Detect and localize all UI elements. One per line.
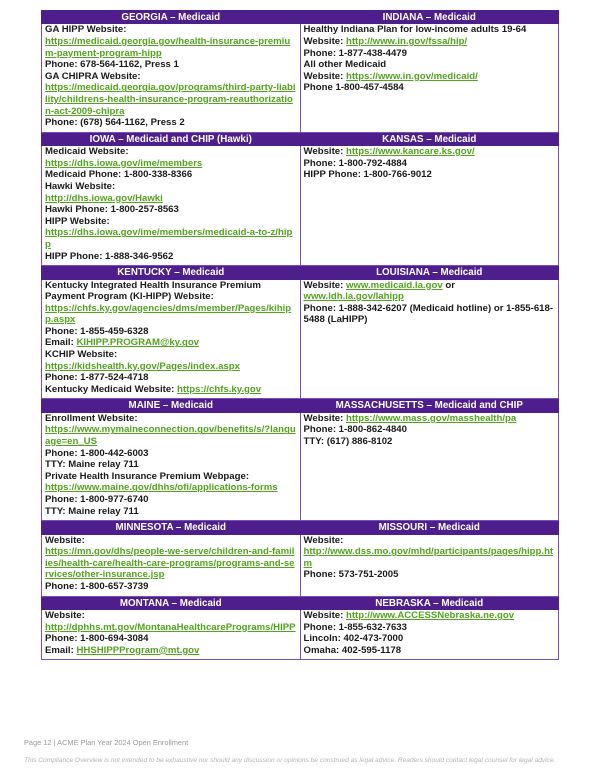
state-body-row [42,534,559,596]
info-line: GA CHIPRA Website: [45,70,141,82]
info-line [45,36,297,59]
state-header-row [42,596,559,609]
info-line: Medicaid Phone: 1-800-338-8366 [45,169,193,181]
website-link[interactable]: http://www.ACCESSNebraska.ne.gov [345,609,515,621]
info-line [304,546,556,569]
info-line [45,337,297,349]
state-header-kentucky: KENTUCKY – Medicaid [42,266,301,279]
state-info-kentucky [42,279,301,399]
info-line: Phone: 573-751-2005 [303,569,399,581]
info-label: Email: [45,337,77,349]
state-body-row [42,279,559,399]
info-line: GA HIPP Website: [45,24,127,36]
state-info-iowa [42,146,301,266]
info-line [45,361,297,373]
info-line: Website: [45,534,85,546]
state-info-nebraska [300,609,559,659]
info-line: Healthy Indiana Plan for low-income adults 19-64 [303,24,527,36]
info-line [45,303,297,326]
info-line: Medicaid Website: [45,146,129,158]
info-line: Phone: 1-800-862-4840 [303,424,407,436]
website-link[interactable]: www.ldh.la.gov/lahipp [303,291,404,303]
info-line [45,622,297,634]
info-line: Phone: 678-564-1162, Press 1 [45,59,179,71]
state-body-row [42,609,559,659]
website-link[interactable]: https://www.kancare.ks.gov/ [345,146,475,158]
info-line: HIPP Phone: 1-800-766-9012 [303,169,432,181]
info-line [304,280,556,292]
info-line [45,546,297,581]
state-info-minnesota [42,534,301,596]
state-header-row [42,399,559,412]
info-line [304,291,556,303]
state-header-row [42,132,559,145]
info-label: Website: [303,146,346,158]
website-link[interactable]: http://dhs.iowa.gov/Hawki [45,192,163,204]
state-info-maine [42,412,301,520]
website-link[interactable]: https://mn.gov/dhs/people-we-serve/children-and-families/health-care/health-care-programs/programs-and-services/other-insurance.jsp [45,546,295,581]
state-body-row [42,146,559,266]
info-line: Hawki Website: [45,180,116,192]
info-line [45,645,297,657]
state-info-indiana [300,24,559,132]
website-link[interactable]: http://www.in.gov/fssa/hip/ [345,36,468,47]
info-line: Phone 1-800-457-4584 [303,82,404,94]
info-suffix: or [442,279,455,291]
info-line: Hawki Phone: 1-800-257-8563 [45,204,179,216]
state-header-montana: MONTANA – Medicaid [42,596,301,609]
info-label: Website: [303,279,346,291]
info-line [45,158,297,170]
email-link[interactable]: KIHIPP.PROGRAM@ky.gov [76,337,200,349]
website-link[interactable]: https://medicaid.georgia.gov/programs/third-party-liability/childrens-health-insurance-program-reauthorization-act-2009-chipra [45,82,296,117]
info-line: Phone: 1-800-977-6740 [45,494,149,505]
info-line: Website: [303,534,344,546]
info-line: TTY: (617) 886-8102 [303,436,393,448]
state-info-louisiana [300,279,559,399]
website-link[interactable]: https://www.in.gov/medicaid/ [345,70,478,82]
info-label: Website: [303,412,346,424]
state-info-missouri [300,534,559,596]
state-header-row [42,266,559,279]
state-header-missouri: MISSOURI – Medicaid [300,521,559,534]
website-link[interactable]: https://dhs.iowa.gov/ime/members [45,157,203,169]
info-line: Kentucky Integrated Health Insurance Premium Payment Program (KI-HIPP) Website: [45,279,261,303]
website-link[interactable]: http://www.dss.mo.gov/mhd/participants/pages/hipp.htm [303,546,554,569]
state-header-minnesota: MINNESOTA – Medicaid [42,521,301,534]
info-line: Phone: 1-800-792-4884 [303,157,407,169]
state-header-louisiana: LOUISIANA – Medicaid [300,266,559,279]
legal-disclaimer: This Compliance Overview is not intended to be exhaustive nor should any discussion or opinions be construed as legal advice. Readers should contact legal counsel for legal advice. [24,757,556,764]
state-info-massachusetts [300,412,559,520]
info-line [45,482,297,494]
info-line: Phone: 1-855-632-7633 [303,621,407,633]
state-table [41,10,559,660]
info-line: Phone: 1-800-694-3084 [45,633,149,645]
info-line [45,193,297,205]
website-link[interactable]: https://www.maine.gov/dhhs/ofi/applications-forms [45,482,278,494]
info-line: TTY: Maine relay 711 [45,505,139,517]
info-label: Email: [45,644,77,656]
info-line [45,384,297,396]
info-line: Phone: 1-888-342-6207 (Medicaid hotline) or 1-855-618-5488 (LaHIPP) [303,302,554,326]
state-header-iowa: IOWA – Medicaid and CHIP (Hawki) [42,132,301,145]
website-link[interactable]: https://www.mymaineconnection.gov/benefits/s/?language=en_US [45,424,296,448]
page-footer: Page 12 | ACME Plan Year 2024 Open Enrollment [24,738,189,747]
info-line [304,36,556,48]
website-link[interactable]: www.medicaid.la.gov [345,279,443,291]
info-line [45,424,297,447]
info-line: Enrollment Website: [45,412,138,424]
website-link[interactable]: https://chfs.ky.gov [177,383,262,395]
website-link[interactable]: https://dhs.iowa.gov/ime/members/medicaid-a-to-z/hipp [45,227,293,250]
info-line: Phone: (678) 564-1162, Press 2 [45,117,185,129]
state-body-row [42,412,559,520]
info-line: HIPP Website: [45,215,110,227]
info-line [45,227,297,250]
info-line [304,71,556,83]
info-line [304,610,556,622]
state-info-montana [42,609,301,659]
info-line: Phone: 1-877-524-4718 [45,372,149,384]
state-body-row [42,24,559,132]
state-header-indiana: INDIANA – Medicaid [300,11,559,24]
info-line: HIPP Phone: 1-888-346-9562 [45,250,174,262]
state-header-row [42,521,559,534]
state-header-row [42,11,559,24]
website-link[interactable]: http://dphhs.mt.gov/MontanaHealthcarePrograms/HIPP [45,621,296,633]
info-label: Website: [303,70,346,82]
state-header-kansas: KANSAS – Medicaid [300,132,559,145]
website-link[interactable]: https://chfs.ky.gov/agencies/dms/member/Pages/kihipp.aspx [45,302,292,326]
website-link[interactable]: https://kidshealth.ky.gov/Pages/index.aspx [45,360,240,372]
info-label: Website: [303,36,346,47]
state-header-georgia: GEORGIA – Medicaid [42,11,301,24]
website-link[interactable]: https://www.mass.gov/masshealth/pa [345,412,517,424]
info-line: Phone: 1-855-459-6328 [45,325,149,337]
info-line [304,146,556,158]
info-line [45,82,297,117]
state-info-kansas [300,146,559,266]
info-line: Lincoln: 402-473-7000 [303,633,404,645]
info-line: KCHIP Website: [45,349,118,361]
info-label: Kentucky Medicaid Website: [45,383,178,395]
info-line: TTY: Maine relay 711 [45,459,139,471]
info-line: Phone: 1-800-657-3739 [45,580,149,592]
info-line: Omaha: 402-595-1178 [303,644,402,656]
state-info-georgia [42,24,301,132]
state-header-nebraska: NEBRASKA – Medicaid [300,596,559,609]
info-line: Private Health Insurance Premium Webpage: [45,470,250,482]
info-line: All other Medicaid [303,59,387,71]
website-link[interactable]: https://medicaid.georgia.gov/health-insurance-premium-payment-program-hipp [45,36,291,59]
state-header-massachusetts: MASSACHUSETTS – Medicaid and CHIP [300,399,559,412]
state-assistance-grid [41,10,559,660]
info-line: Phone: 1-800-442-6003 [45,447,149,459]
info-line: Phone: 1-877-438-4479 [303,47,407,59]
info-line: Website: [45,609,85,621]
info-line [304,413,556,425]
email-link[interactable]: HHSHIPPProgram@mt.gov [76,644,200,656]
info-label: Website: [303,609,346,621]
state-header-maine: MAINE – Medicaid [42,399,301,412]
